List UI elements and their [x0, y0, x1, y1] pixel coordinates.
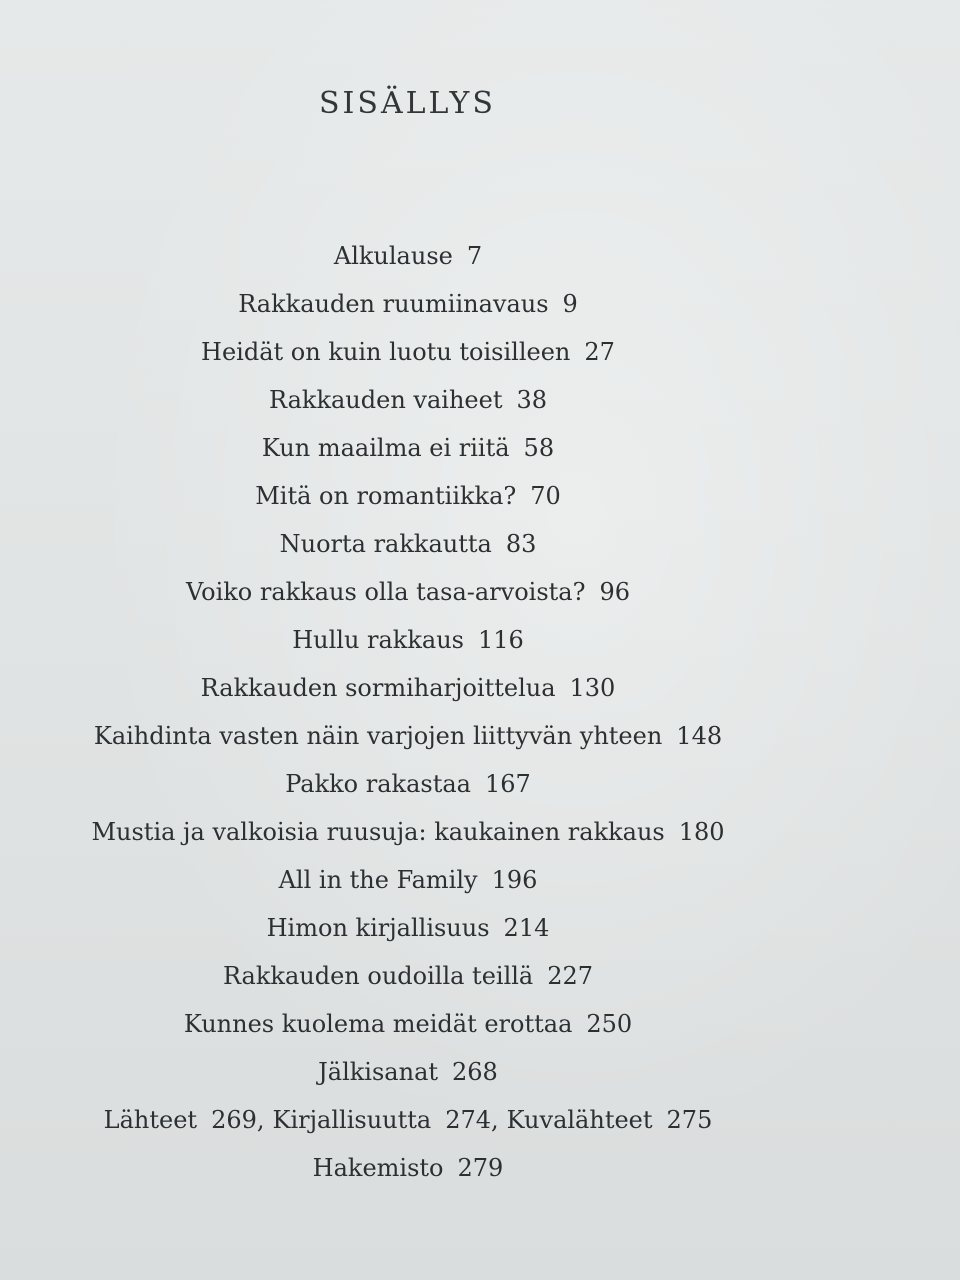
- toc-entry-page: 180: [678, 818, 725, 846]
- toc-entry-page: 268: [452, 1058, 498, 1086]
- toc-entry-page: 83: [505, 530, 537, 558]
- toc-entry-title: Hakemisto: [312, 1154, 444, 1182]
- toc-entry-title: Lähteet: [103, 1106, 198, 1134]
- toc-entry: [0, 760, 816, 808]
- toc-entry-title: All in the Family: [278, 866, 478, 894]
- toc-entry-title: Rakkauden oudoilla teillä: [222, 962, 534, 990]
- toc-appendix-entry: [0, 1096, 816, 1144]
- toc-entry: [0, 376, 816, 424]
- toc-entry-title: Kirjallisuutta: [272, 1106, 432, 1134]
- toc-entry-page: 9: [562, 290, 578, 318]
- toc-entry: [0, 568, 816, 616]
- toc-entry: [0, 1048, 816, 1096]
- toc-entry-page: 130: [569, 674, 616, 702]
- toc-entry: [0, 664, 816, 712]
- toc-entry: [0, 616, 816, 664]
- toc-entry-title: Rakkauden vaiheet: [268, 386, 503, 414]
- toc-entry-page: 58: [523, 434, 555, 462]
- toc-entry: [0, 904, 816, 952]
- toc-entry-title: Heidät on kuin luotu toisilleen: [201, 338, 571, 366]
- toc-entry-page: 70: [530, 482, 561, 510]
- toc-entry-title: Kuvalähteet: [506, 1106, 653, 1134]
- toc-entry: [0, 952, 816, 1000]
- toc-entry-page: 167: [484, 770, 531, 798]
- toc-entry: [0, 232, 816, 280]
- toc-entry-page: 275: [666, 1106, 713, 1134]
- toc-entry-title: Rakkauden ruumiinavaus: [238, 290, 549, 318]
- toc-entry: [0, 424, 816, 472]
- toc-entry-page: 269: [211, 1106, 257, 1134]
- toc-entry-title: Kunnes kuolema meidät erottaa: [183, 1010, 573, 1038]
- toc-entry-page: 7: [466, 242, 483, 270]
- toc-entry: [0, 712, 816, 760]
- toc-entry-page: 96: [599, 578, 631, 606]
- toc-entry-title: Nuorta rakkautta: [279, 530, 492, 558]
- toc-entry: [0, 472, 816, 520]
- toc-entry: [0, 808, 816, 856]
- table-of-contents: [0, 232, 816, 1192]
- toc-entry-page: 27: [584, 338, 615, 366]
- toc-entry-page: 38: [516, 386, 548, 414]
- toc-entry-title: Mitä on romantiikka?: [255, 482, 517, 510]
- toc-separator: ,: [491, 1106, 499, 1134]
- toc-entry-title: Alkulause: [333, 242, 453, 270]
- toc-separator: ,: [256, 1106, 265, 1134]
- toc-entry-page: 148: [676, 722, 723, 750]
- page-title: SISÄLLYS: [319, 86, 496, 121]
- toc-entry-page: 227: [547, 962, 594, 990]
- toc-entry-title: Mustia ja valkoisia ruusuja: kaukainen rakkaus: [91, 818, 665, 846]
- toc-entry-title: Voiko rakkaus olla tasa-arvoista?: [185, 578, 586, 606]
- toc-entry-title: Kun maailma ei riitä: [261, 434, 510, 462]
- toc-entry-page: 250: [586, 1010, 633, 1038]
- toc-entry: [0, 856, 816, 904]
- toc-entry: [0, 520, 816, 568]
- toc-entry-title: Hullu rakkaus: [292, 626, 464, 654]
- toc-entry-page: 196: [491, 866, 538, 894]
- toc-entry-page: 116: [477, 626, 524, 654]
- toc-entry: [0, 1000, 816, 1048]
- toc-entry-title: Kaihdinta vasten näin varjojen liittyvän yhteen: [93, 722, 663, 750]
- toc-entry-page: 274: [445, 1106, 492, 1134]
- toc-entry-title: Jälkisanat: [318, 1058, 439, 1086]
- toc-entry-title: Himon kirjallisuus: [266, 914, 490, 942]
- toc-entry: [0, 280, 816, 328]
- toc-index-entry: [0, 1144, 816, 1192]
- toc-entry-title: Pakko rakastaa: [285, 770, 471, 798]
- toc-entry-page: 214: [503, 914, 550, 942]
- toc-entry: [0, 328, 816, 376]
- toc-entry-page: 279: [457, 1154, 504, 1182]
- toc-entry-title: Rakkauden sormiharjoittelua: [200, 674, 556, 702]
